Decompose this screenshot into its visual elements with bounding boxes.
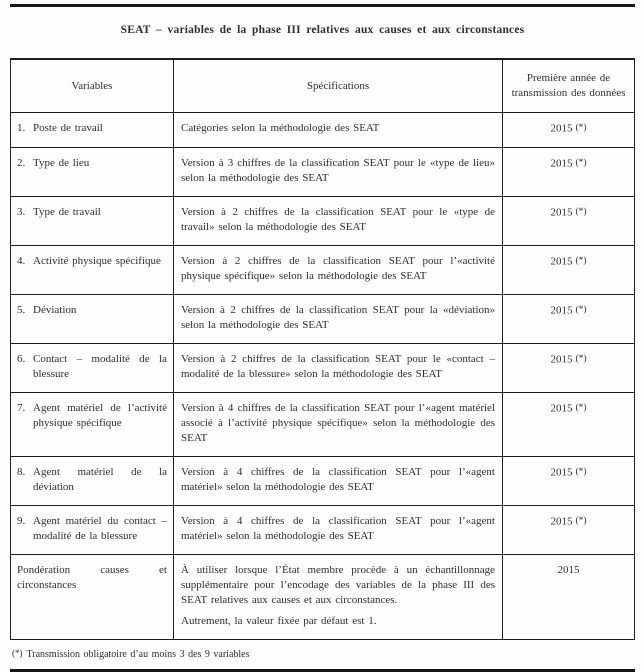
header-specifications: Spécifications	[174, 60, 503, 112]
variable-label: Agent matériel du contact – modalité de la blessure	[33, 514, 167, 542]
year-value: 2015	[550, 206, 573, 218]
specification-cell	[174, 393, 503, 456]
footnote	[10, 640, 635, 670]
specification-text-2: Autrement, la valeur fixée par défaut est 1.	[181, 614, 377, 627]
variable-label: Poste de travail	[33, 122, 103, 134]
year-star: (*)	[575, 123, 587, 133]
first-year-cell	[503, 197, 634, 245]
table-header-row	[11, 60, 634, 112]
specification-text: Catégories selon la méthodologie des SEAT	[181, 122, 380, 134]
specification-cell	[174, 344, 503, 392]
table-row	[11, 505, 634, 554]
year-value: 2015	[557, 563, 580, 576]
year-value: 2015	[550, 255, 573, 267]
table-title: SEAT – variables de la phase III relatives aux causes et aux circonstances	[120, 24, 525, 36]
table-row	[11, 554, 634, 639]
variable-cell	[11, 113, 174, 147]
variable-label: Pondération causes et circonstances	[17, 563, 167, 591]
table-row	[11, 245, 634, 294]
top-rule	[10, 4, 635, 7]
variable-number: 1.	[17, 122, 26, 134]
variable-number: 6.	[17, 352, 26, 365]
variable-number: 8.	[17, 465, 26, 478]
specification-cell	[174, 295, 503, 343]
first-year-cell	[503, 295, 634, 343]
table-row	[11, 392, 634, 456]
specification-text: Version à 4 chiffres de la classification SEAT pour l’«agent matériel associé à l’activité physique spécifique» selon la méthodologie des SEAT	[181, 401, 495, 444]
specification-text: Version à 4 chiffres de la classification SEAT pour l’«agent matériel» selon la méthodologie des SEAT	[181, 514, 495, 542]
variable-cell	[11, 506, 174, 554]
first-year-cell	[503, 113, 634, 147]
variable-label: Activité physique spécifique	[33, 254, 161, 267]
year-value: 2015	[550, 157, 573, 169]
table-row	[11, 294, 634, 343]
first-year-cell	[503, 246, 634, 294]
year-star: (*)	[575, 515, 587, 526]
variable-cell	[11, 148, 174, 196]
year-value: 2015	[550, 515, 573, 527]
variable-number: 3.	[17, 205, 26, 218]
specification-cell	[174, 148, 503, 196]
year-star: (*)	[575, 402, 587, 413]
year-value: 2015	[550, 402, 573, 414]
specification-cell	[174, 197, 503, 245]
first-year-cell	[503, 506, 634, 554]
year-value: 2015	[550, 466, 573, 478]
specification-cell	[174, 555, 503, 639]
specification-cell	[174, 246, 503, 294]
specification-text: Version à 2 chiffres de la classification SEAT pour le «type de travail» selon la méthodologie des SEAT	[181, 205, 495, 233]
variable-label: Type de lieu	[33, 156, 90, 169]
variable-number: 7.	[17, 401, 26, 414]
variable-cell	[11, 295, 174, 343]
variable-number: 5.	[17, 303, 26, 316]
year-value: 2015	[550, 122, 573, 135]
year-star: (*)	[575, 206, 587, 217]
year-star: (*)	[575, 255, 587, 266]
year-value: 2015	[550, 304, 573, 316]
header-variables: Variables	[11, 60, 174, 112]
table-row	[11, 456, 634, 505]
specification-text: Version à 2 chiffres de la classification SEAT pour l’«activité physique spécifique» selon la méthodologie des SEAT	[181, 254, 495, 282]
variable-number: 4.	[17, 254, 26, 267]
year-star: (*)	[575, 466, 587, 477]
table-row	[11, 147, 634, 196]
variable-cell	[11, 197, 174, 245]
variable-cell	[11, 457, 174, 505]
variable-cell	[11, 555, 174, 639]
year-value: 2015	[550, 353, 573, 365]
specification-text: Version à 2 chiffres de la classification SEAT pour la «déviation» selon la méthodologie des SEAT	[181, 303, 495, 331]
first-year-cell	[503, 344, 634, 392]
variable-label: Déviation	[33, 303, 77, 316]
specification-cell	[174, 113, 503, 147]
year-star: (*)	[575, 157, 587, 168]
footnote-marker: (*)	[12, 647, 23, 658]
specification-text: Version à 3 chiffres de la classification SEAT pour le «type de lieu» selon la méthodologie des SEAT	[181, 156, 495, 184]
specification-text: Version à 4 chiffres de la classification SEAT pour l’«agent matériel» selon la méthodologie des SEAT	[181, 465, 495, 493]
specification-text: Version à 2 chiffres de la classification SEAT pour le «contact – modalité de la blessure» selon la méthodologie des SEAT	[181, 352, 495, 380]
variable-label: Agent matériel de la déviation	[33, 465, 167, 493]
first-year-cell	[503, 393, 634, 456]
seat-variables-table	[10, 58, 635, 640]
first-year-cell	[503, 555, 634, 639]
table-row	[11, 196, 634, 245]
variable-cell	[11, 393, 174, 456]
specification-cell	[174, 457, 503, 505]
variable-label: Agent matériel de l’activité physique spécifique	[33, 401, 167, 429]
first-year-cell	[503, 148, 634, 196]
header-first-year: Première année de transmission des données	[511, 72, 626, 99]
footnote-text: Transmission obligatoire d’au moins 3 des 9 variables	[26, 649, 250, 660]
year-star: (*)	[575, 353, 587, 364]
year-star: (*)	[575, 304, 587, 315]
variable-cell	[11, 344, 174, 392]
variable-cell	[11, 246, 174, 294]
variable-label: Type de travail	[33, 205, 101, 218]
variable-number: 9.	[17, 514, 26, 527]
specification-cell	[174, 506, 503, 554]
first-year-cell	[503, 457, 634, 505]
table-row	[11, 112, 634, 147]
variable-label: Contact – modalité de la blessure	[33, 352, 167, 380]
specification-text: À utiliser lorsque l’État membre procède à un échantillonnage supplémentaire pour l’encodage des variables de la phase III des SEAT relatives aux causes et aux circonstances.	[181, 563, 495, 606]
variable-number: 2.	[17, 156, 26, 169]
table-row	[11, 343, 634, 392]
